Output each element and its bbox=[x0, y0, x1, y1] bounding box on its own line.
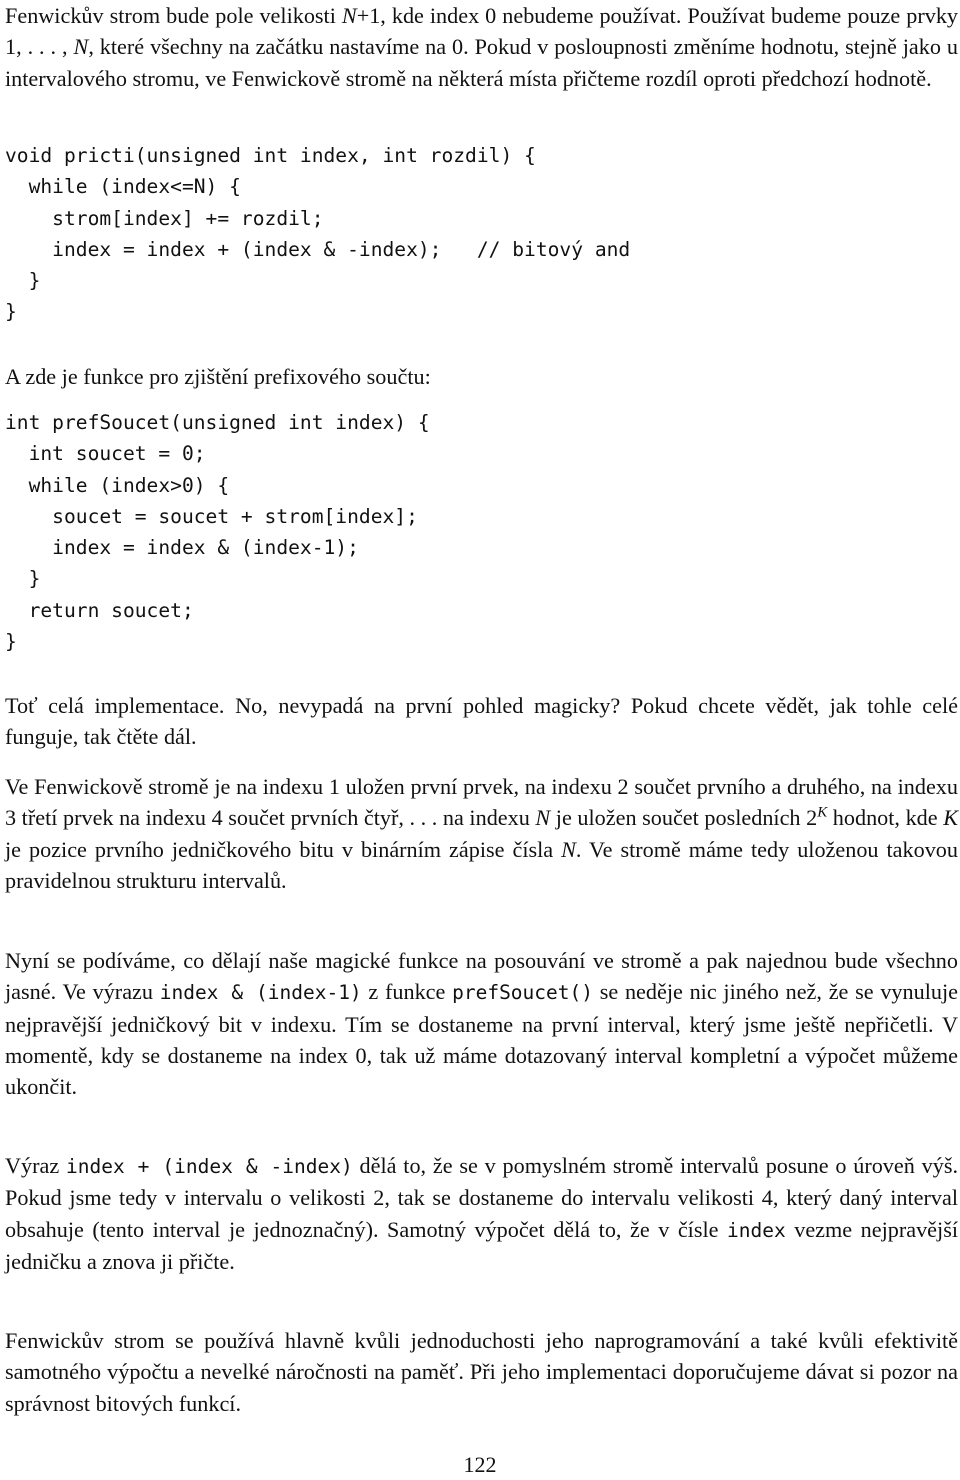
math-variable-k: K bbox=[943, 805, 958, 831]
prefix-intro-paragraph: A zde je funkce pro zjištění prefixového součtu: bbox=[5, 364, 431, 389]
magic-text: Nyní se podíváme, co dělají naše magické funkce na posouvání ve stromě a pak najednou bude všechno jasné. Ve výrazu bbox=[5, 948, 958, 1005]
expression-text: vezme nejpravější jedničku a znova ji přičte. bbox=[5, 1216, 958, 1274]
code-block-pricti: void pricti(unsigned int index, int rozdil) { while (index<=N) { strom[index] += rozdil; index = index + (index & -index); // bitový and } } bbox=[5, 144, 631, 324]
math-variable-n: N bbox=[561, 836, 576, 862]
intro-paragraph bbox=[5, 0, 958, 94]
math-variable-n: N bbox=[535, 805, 551, 831]
inline-code: prefSoucet() bbox=[452, 981, 593, 1005]
structure-text: Ve Fenwickově stromě je na indexu 1 uložen první prvek, na indexu 2 součet prvního a druhého, na indexu 3 třetí prvek na indexu 4 součet prvních čtyř, . . . na indexu bbox=[5, 774, 958, 831]
intro-text: Fenwickův strom bude pole velikosti bbox=[5, 3, 342, 28]
magic-functions-paragraph bbox=[5, 945, 958, 1102]
expression-text: dělá to, že se v pomyslném stromě intervalů posune o úroveň výš. Pokud jsme tedy v intervalu o velikosti 2, tak se dostaneme do intervalu velikosti 4, který daný interval obsahuje (tento interval je jednoznačný). Samotný výpočet dělá to, že v čísle bbox=[5, 1153, 959, 1242]
code-block-prefsoucet: int prefSoucet(unsigned int index) { int soucet = 0; while (index>0) { soucet = soucet + strom[index]; index = index & (index-1); } return soucet; } bbox=[5, 411, 430, 654]
expression-paragraph bbox=[5, 1150, 958, 1277]
intro-text: , které všechny na začátku nastavíme na 0. Pokud v posloupnosti změníme hodnotu, stejně jako u intervalového stromu, ve Fenwickově stromě na některá místa přičteme rozdíl oproti předchozí hodnotě. bbox=[5, 34, 958, 91]
math-variable-n: N bbox=[73, 34, 89, 60]
expression-text: Výraz bbox=[5, 1153, 66, 1178]
math-exponent-k: K bbox=[817, 804, 828, 821]
structure-text: je pozice prvního jedničkového bitu v binárním zápise čísla bbox=[5, 836, 562, 862]
inline-code: index & (index-1) bbox=[159, 981, 362, 1005]
math-variable-n: N bbox=[341, 3, 357, 28]
structure-text: je uložen součet posledních 2 bbox=[550, 805, 818, 831]
implementation-note-paragraph: Toť celá implementace. No, nevypadá na první pohled magicky? Pokud chcete vědět, jak tohle celé funguje, tak čtěte dál. bbox=[5, 693, 958, 750]
magic-text: se neděje nic jiného než, že se vynuluje nejpravější jedničkový bit v indexu. Tím se dostaneme na první interval, který jsme ještě nepřičetli. V momentě, kdy se dostaneme na index 0, tak už máme dotazovaný interval kompletní a výpočet můžeme ukončit. bbox=[5, 979, 958, 1100]
intro-text: +1, kde index 0 nebudeme používat. Používat budeme pouze prvky 1, . . . , bbox=[5, 3, 959, 60]
inline-code: index bbox=[727, 1218, 786, 1242]
conclusion-paragraph: Fenwickův strom se používá hlavně kvůli jednoduchosti jeho naprogramování a také kvůli efektivitě samotného výpočtu a nevelké náročnosti na paměť. Při jeho implementaci doporučujeme dávat si pozor na správnost bitových funkcí. bbox=[5, 1328, 958, 1416]
magic-text: z funkce bbox=[361, 979, 453, 1005]
inline-code: index + (index & -index) bbox=[66, 1155, 353, 1178]
structure-text: . Ve stromě máme tedy uloženou takovou pravidelnou strukturu intervalů. bbox=[5, 836, 958, 893]
structure-paragraph bbox=[5, 771, 958, 896]
structure-text: hodnot, kde bbox=[827, 805, 944, 831]
page-number: 122 bbox=[463, 1452, 497, 1477]
